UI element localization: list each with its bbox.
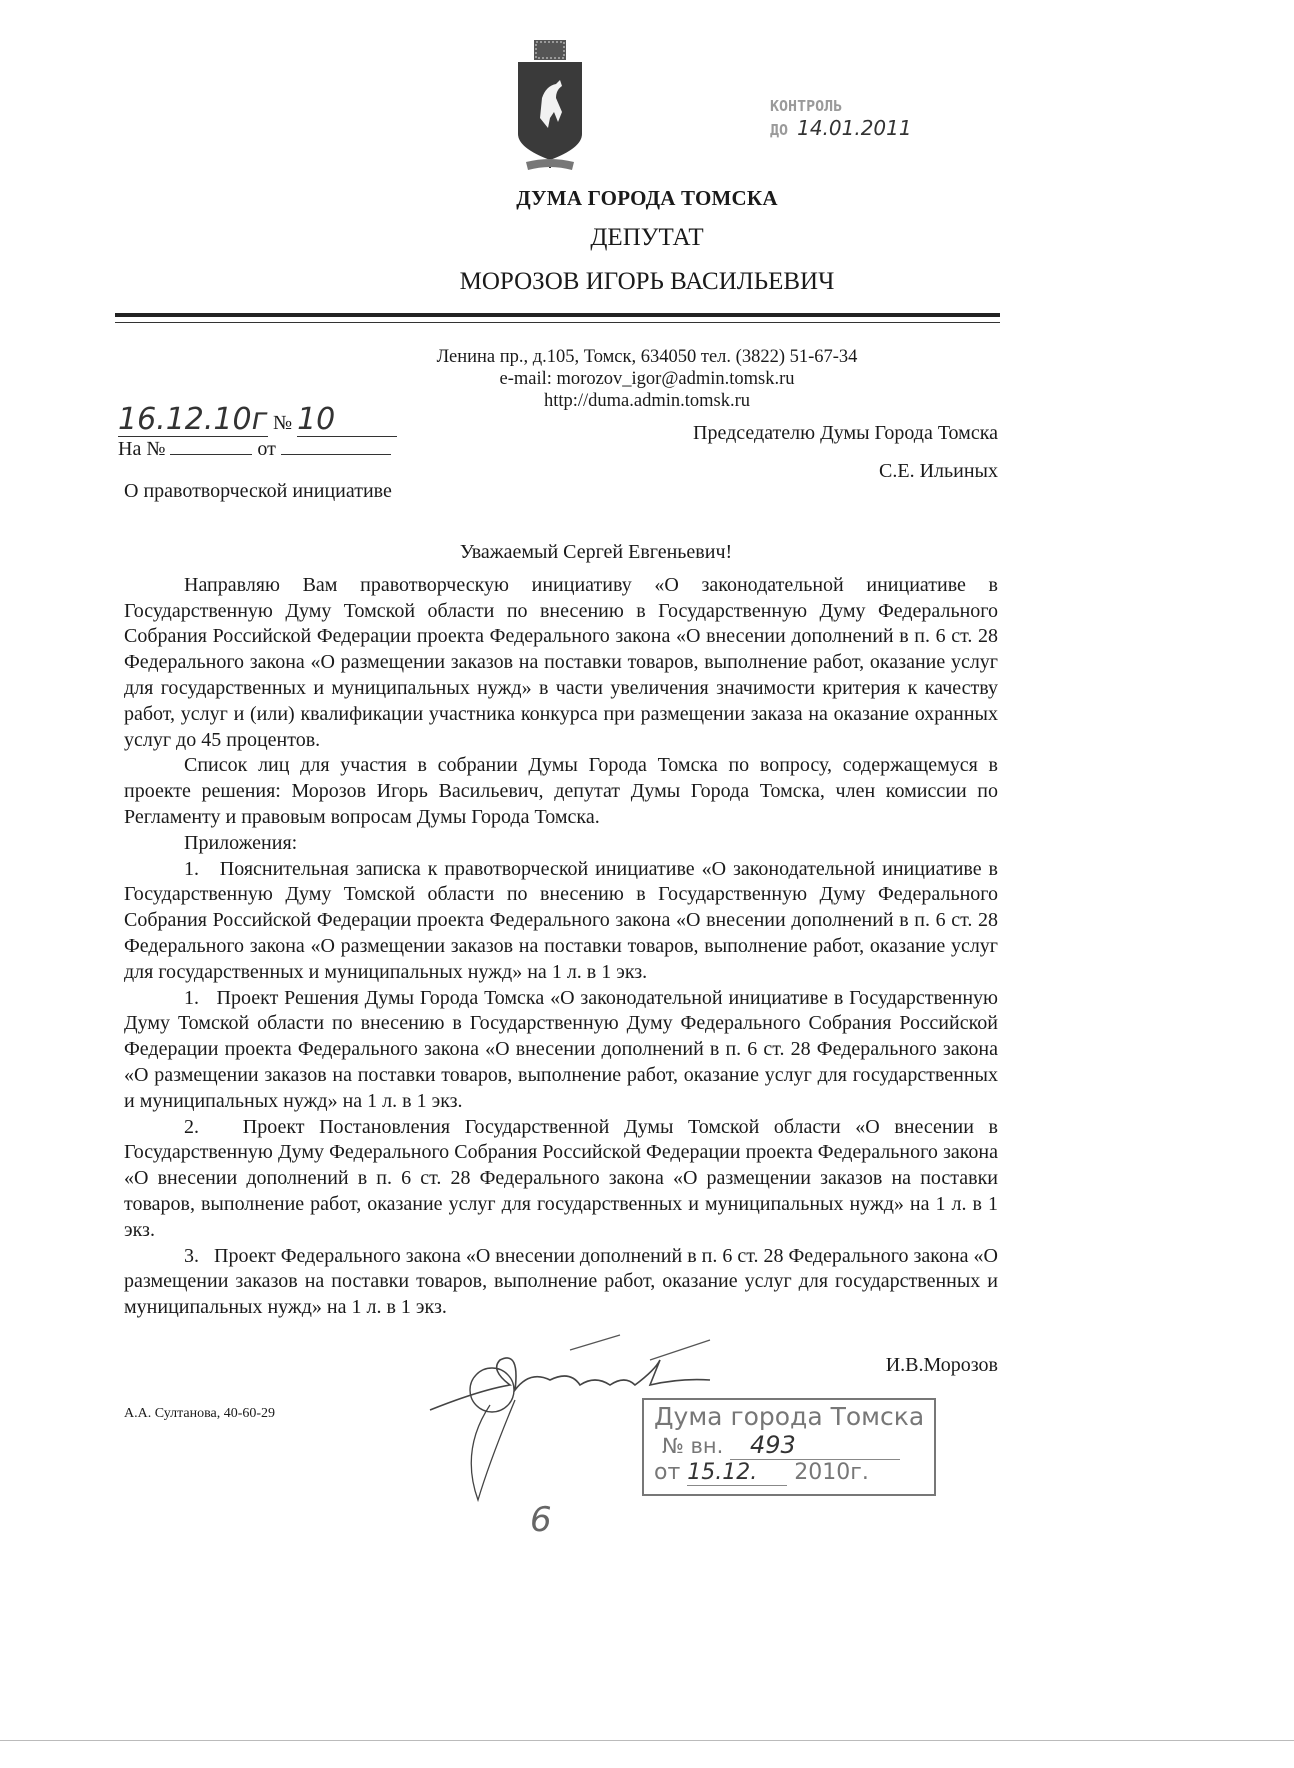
stamp-from-label: от (654, 1460, 681, 1485)
stamp-org: Дума города Томска (654, 1402, 925, 1431)
attachment-text: Проект Решения Думы Города Томска «О законодательной инициативе в Государственную Думу Томской области по внесению в Государственную Думу Федерального Собрания Российской Федерации проекта Федерального закона «О внесении дополнений в п. 6 ст. 28 Федерального закона «О размещении заказов на поставки товаров, выполнение работ, оказание услуг для государственных и муниципальных нужд» на 1 л. в 1 экз. (124, 986, 999, 1112)
salutation: Уважаемый Сергей Евгеньевич! (459, 541, 733, 563)
position-title: ДЕПУТАТ (590, 224, 704, 251)
control-label: КОНТРОЛЬ (770, 97, 843, 115)
attachment-num: 1. (184, 986, 199, 1009)
attachment-num: 1. (184, 857, 199, 880)
addressee-name: С.Е. Ильиных (879, 460, 998, 482)
org-name: ДУМА ГОРОДА ТОМСКА (516, 186, 778, 210)
paragraph: Направляю Вам правотворческую инициативу «О законодательной инициативе в Государственную Думу Томской области по внесению в Государственную Думу Федерального Собрания Российской Федерации проекта Федерального закона «О внесении дополнений в п. 6 ст. 28 Федерального закона «О размещении заказов на поставки товаров, выполнение работ, оказание услуг для государственных и муниципальных нужд» в части увеличения значимости критерия к качеству работ, услуг и (или) квалификации участника конкурса при размещении заказа на оказание охранных услуг до 45 процентов. (124, 573, 998, 751)
header-divider (115, 313, 1000, 323)
control-date: 14.01.2011 (797, 116, 912, 140)
stamp-year: 2010 (794, 1460, 851, 1485)
stamp-date: 15.12. (687, 1460, 787, 1486)
page-mark: 6 (530, 1500, 552, 1540)
scan-edge-line (0, 1740, 1294, 1741)
letter-body (124, 540, 998, 1321)
stamp-year-suffix: г. (850, 1460, 869, 1485)
executor-contact: А.А. Султанова, 40-60-29 (124, 1406, 276, 1421)
deputy-name: МОРОЗОВ ИГОРЬ ВАСИЛЬЕВИЧ (459, 268, 835, 295)
email: e-mail: morozov_igor@admin.tomsk.ru (499, 369, 795, 389)
addressee (693, 414, 998, 490)
coat-of-arms-emblem (512, 38, 588, 173)
outgoing-reference (118, 404, 397, 461)
attachment-num: 3. (184, 1244, 199, 1267)
stamp-num-label: № вн. (662, 1434, 724, 1458)
attachment-text: Проект Постановления Государственной Думы Томской области «О внесении в Государственную Думу Федерального Собрания Российской Федерации проекта Федерального закона «О внесении дополнений в п. 6 ст. 28 Федерального закона «О размещении заказов на поставки товаров, выполнение работ, оказание услуг для государственных и муниципальных нужд» на 1 л. в 1 экз. (124, 1115, 998, 1241)
attachment-text: Проект Федерального закона «О внесении дополнений в п. 6 ст. 28 Федерального закона «О размещении заказов на поставки товаров, выполнение работ, оказание услуг для государственных и муниципальных нужд» на 1 л. в 1 экз. (124, 1244, 998, 1319)
stamp-number: 493 (730, 1431, 900, 1460)
registration-stamp (642, 1398, 936, 1496)
signatory-name: И.В.Морозов (885, 1354, 998, 1376)
outgoing-date: 16.12.10г (118, 402, 268, 437)
control-stamp (770, 95, 912, 141)
paragraph: Список лиц для участия в собрании Думы Города Томска по вопросу, содержащемуся в проекте решения: Морозов Игорь Васильевич, депутат Думы Города Томска, член комиссии по Регламенту и правовым вопросам Думы Города Томска. (124, 754, 998, 828)
attachment-num: 2. (184, 1115, 199, 1138)
address: Ленина пр., д.105, Томск, 634050 тел. (3822) 51-67-34 (436, 347, 858, 367)
from-label: от (257, 438, 276, 460)
number-label: № (273, 412, 293, 434)
attachment-item (124, 1115, 998, 1244)
reply-label: На № (118, 438, 166, 460)
website: http://duma.admin.tomsk.ru (543, 391, 751, 411)
attachment-item (124, 986, 998, 1115)
attachment-text: Пояснительная записка к правотворческой инициативе «О законодательной инициативе в Государственную Думу Томской области по внесению в Государственную Думу Федерального Собрания Российской Федерации проекта Федерального закона «О внесении дополнений в п. 6 ст. 28 Федерального закона «О размещении заказов на поставки товаров, выполнение работ, оказание услуг для государственных и муниципальных нужд» на 1 л. в 1 экз. (124, 857, 998, 983)
attachments-label: Приложения: (184, 831, 298, 854)
addressee-title: Председателю Думы Города Томска (693, 422, 998, 444)
attachment-item (124, 1244, 998, 1321)
attachment-item (124, 857, 998, 986)
outgoing-number: 10 (297, 404, 397, 437)
control-prefix: ДО (770, 121, 789, 139)
subject: О правотворческой инициативе (124, 480, 392, 502)
